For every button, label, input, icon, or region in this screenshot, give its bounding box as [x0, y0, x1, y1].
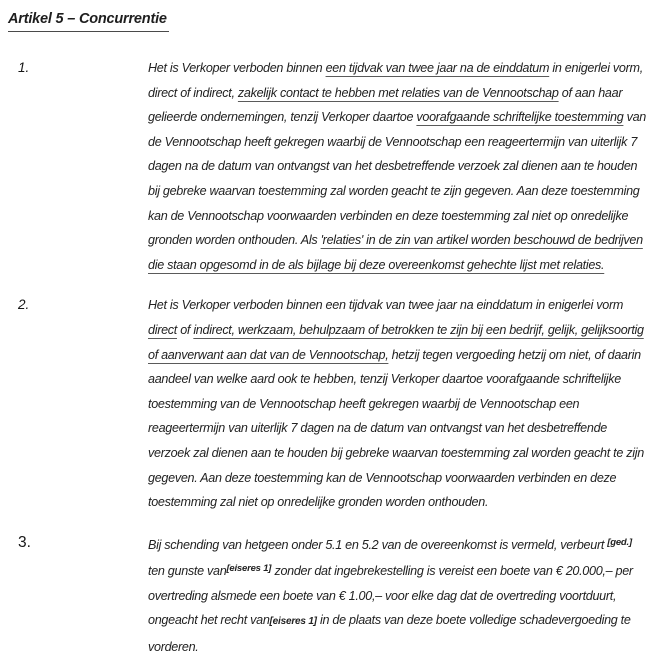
text-segment: zonder dat ingebrekestelling is vereist een boete van € 20.000,– per overtreding alsmede een boete van € 1.00,– voor elke dag dat de overtreding voortduurt, ongeacht het recht van — [148, 564, 633, 628]
paragraph — [8, 531, 649, 660]
underlined-text: een tijdvak van twee jaar na de einddatum — [325, 61, 550, 75]
paragraph-number: 2. — [18, 297, 30, 313]
underlined-text: direct — [148, 322, 177, 337]
text-segment: Het is Verkoper verboden binnen — [148, 61, 326, 75]
underlined-text: zakelijk contact te hebben met relaties van de Vennootschap — [237, 85, 559, 100]
text-segment: Het is Verkoper verboden binnen een tijdvak van twee jaar na einddatum in enigerlei vorm — [148, 298, 624, 313]
anonymized-party-ref: [eiseres 1] — [226, 563, 272, 575]
text-segment: of — [177, 322, 194, 337]
text-segment: in enigerlei vorm, direct of indirect, — [148, 61, 643, 100]
paragraph-number: 3. — [18, 533, 31, 551]
paragraph-body — [148, 56, 649, 277]
anonymized-party-ref: [eiseres 1] — [269, 616, 317, 628]
article-title: Artikel 5 – Concurrentie — [8, 11, 169, 32]
paragraph-body — [148, 293, 649, 514]
paragraph-number: 1. — [18, 60, 30, 75]
paragraph-list — [8, 56, 649, 660]
underlined-text: indirect, werkzaam, behulpzaam of betrokken te zijn bij een bedrijf, gelijk, gelijksoortig of aanverwant aan dat van de Vennootschap, — [148, 322, 644, 362]
text-segment: van de Vennootschap heeft gekregen waarbij de Vennootschap een reageertermijn van uiterlijk 7 dagen na de datum van ontvangst van het desbetreffende verzoek zal dienen aan te houden bij gebreke waarvan toestemming zal worden geacht te zijn gegeven. Aan deze toestemming kan de Vennootschap voorwaarden verbinden en deze toestemming zal niet op onredelijke gronden worden onthouden. Als — [148, 110, 647, 248]
underlined-text: voorafgaande schriftelijke toestemming — [416, 110, 624, 125]
paragraph — [8, 56, 649, 277]
anonymized-party-ref: [ged.] — [607, 536, 632, 548]
paragraph-body — [148, 531, 649, 660]
underlined-text: 'relaties' in de zin van artikel worden beschouwd de bedrijven die staan opgesomd in de als bijlage bij deze overeenkomst gehechte lijst met relaties. — [148, 233, 643, 272]
paragraph — [8, 293, 649, 514]
text-segment: Bij schending van hetgeen onder 5.1 en 5.2 van de overeenkomst is vermeld, verbeurt — [148, 537, 608, 552]
text-segment: in de plaats van deze boete volledige schadevergoeding te vorderen. — [148, 613, 631, 655]
text-segment: hetzij tegen vergoeding hetzij om niet, of daarin aandeel van welke aard ook te hebben, tenzij Verkoper daartoe voorafgaande schriftelijke toestemming van de Vennootschap heeft gekregen waarbij de Vennootschap een reageertermijn van uiterlijk 7 dagen na de datum van ontvangst van het desbetreffende verzoek zal dienen aan te houden bij gebreke waarvan toestemming zal worden geacht te zijn gegeven. Aan deze toestemming kan de Vennootschap voorwaarden verbinden en deze toestemming zal niet op onredelijke gronden worden onthouden. — [148, 347, 644, 510]
text-segment: ten gunste van — [148, 564, 227, 579]
text-segment: of aan haar gelieerde ondernemingen, tenzij Verkoper daartoe — [148, 85, 623, 125]
